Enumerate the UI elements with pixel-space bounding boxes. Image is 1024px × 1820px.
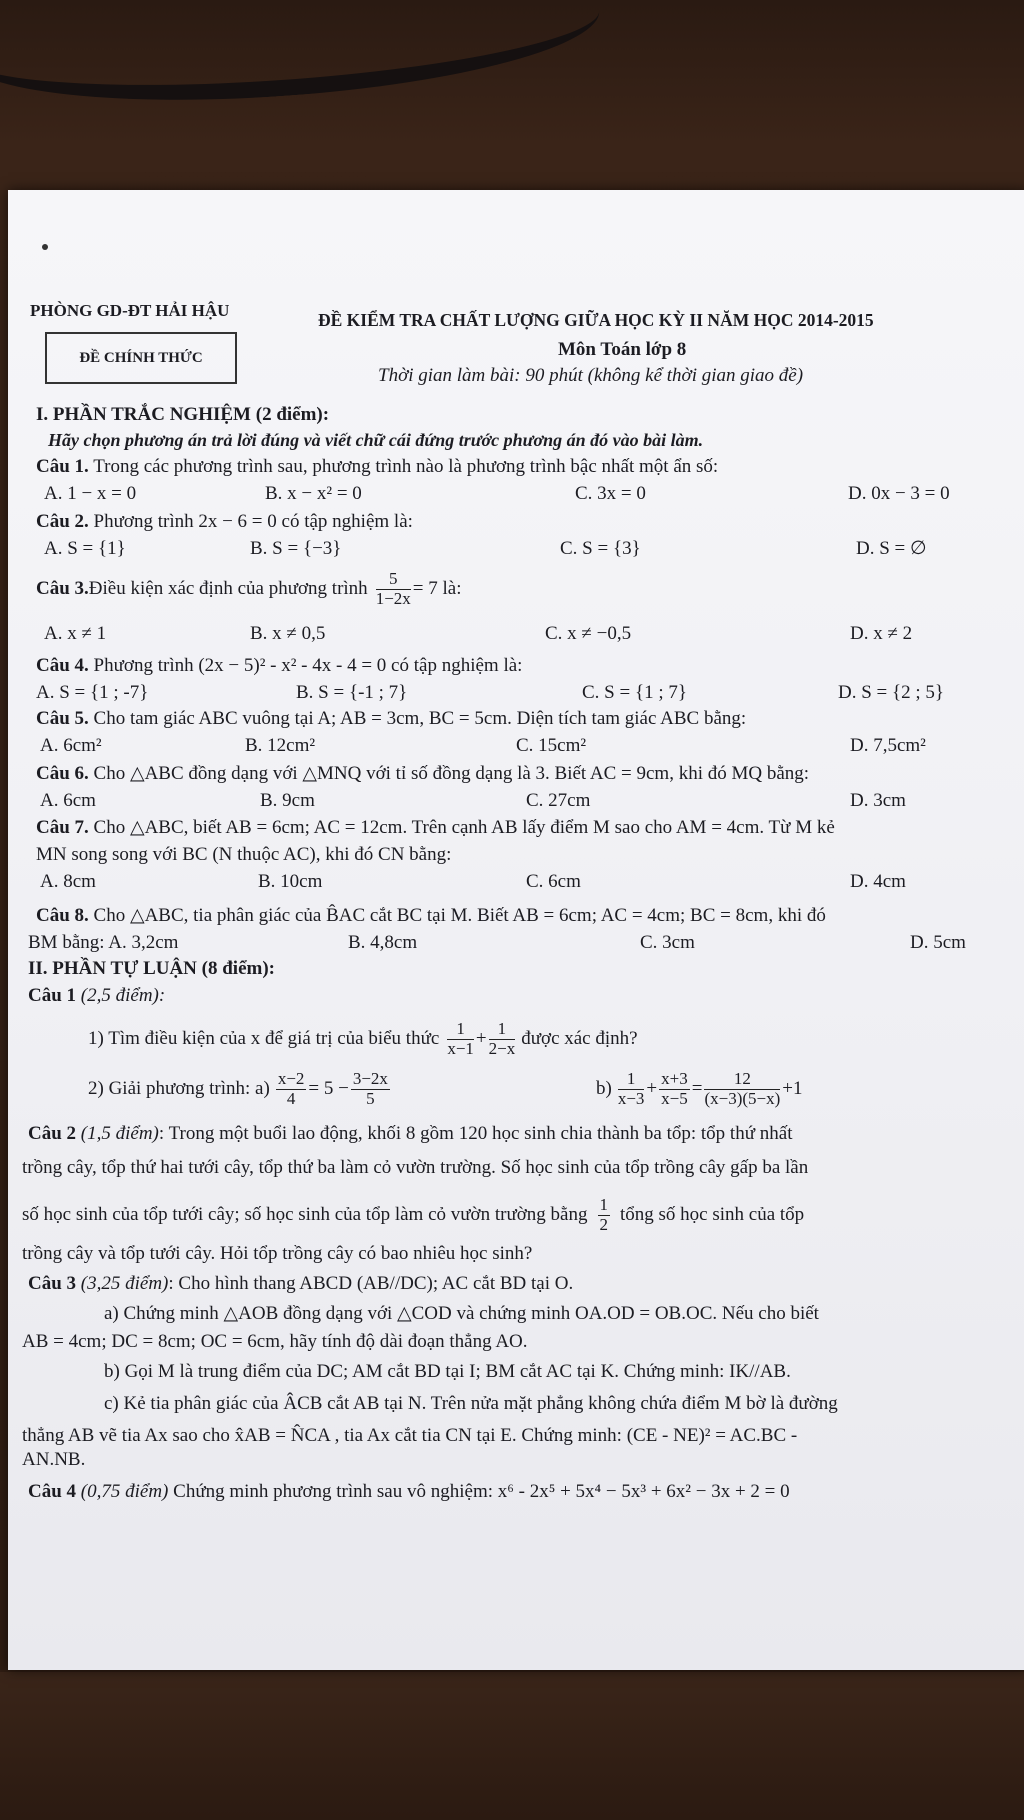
essay-q3-intro: Câu 3 (3,25 điểm): Cho hình thang ABCD (AB//DC); AC cắt BD tại O. (28, 1273, 574, 1294)
q4-option-b: B. S = {-1 ; 7} (296, 682, 408, 703)
q2-option-b: B. S = {−3} (250, 538, 342, 559)
q1-option-a: A. 1 − x = 0 (44, 483, 137, 504)
q3-stem: Câu 3. Điều kiện xác định của phương trình $\frac{5}{1-2x}$ = 7 là: (36, 569, 462, 608)
q5-option-d: D. 7,5cm² (850, 735, 926, 756)
essay-q3c-line3: AN.NB. (22, 1449, 86, 1470)
q6-option-c: C. 27cm (526, 790, 591, 811)
q8-stem: Câu 8. Cho △ABC, tia phân giác của B̂AC cắt BC tại M. Biết AB = 6cm; AC = 4cm; BC = 8cm, khi đó (36, 905, 826, 926)
exam-time: Thời gian làm bài: 90 phút (không kể thời gian giao đề) (378, 365, 804, 386)
q8-option-a: BM bằng: A. 3,2cm (28, 932, 179, 953)
q2-option-d: D. S = ∅ (856, 538, 927, 559)
q1-option-b: B. x − x² = 0 (265, 483, 362, 504)
ink-dot (42, 244, 48, 250)
q4-option-c: C. S = {1 ; 7} (582, 682, 687, 703)
q2-option-c: C. S = {3} (560, 538, 641, 559)
q4-option-d: D. S = {2 ; 5} (838, 682, 945, 703)
essay-q3b: b) Gọi M là trung điểm của DC; AM cắt BD tại I; BM cắt AC tại K. Chứng minh: IK//AB. (104, 1361, 791, 1382)
q5-option-c: C. 15cm² (516, 735, 587, 756)
cable (0, 0, 604, 118)
essay-q2-line4: trồng cây và tổp tưới cây. Hỏi tổp trồng cây có bao nhiêu học sinh? (22, 1243, 533, 1264)
q5-stem: Câu 5. Cho tam giác ABC vuông tại A; AB = 3cm, BC = 5cm. Diện tích tam giác ABC bằng: (36, 708, 747, 729)
q3-fraction: $\frac{5}{1-2x}$ (375, 569, 411, 608)
q7-option-b: B. 10cm (258, 871, 323, 892)
essay-q1-part2a: 2) Giải phương trình: a) $\frac{x-2}{4}$ = 5 − $\frac{3-2x}{5}$ (88, 1069, 388, 1108)
q3-option-a: A. x ≠ 1 (44, 623, 107, 644)
q3-option-b: B. x ≠ 0,5 (250, 623, 326, 644)
q6-option-b: B. 9cm (260, 790, 315, 811)
q6-option-a: A. 6cm (40, 790, 96, 811)
q2-stem: Câu 2. Phương trình 2x − 6 = 0 có tập nghiệm là: (36, 511, 413, 532)
essay-q2-line2: trồng cây, tổp thứ hai tưới cây, tổp thứ ba làm cỏ vườn trường. Số học sinh của tổp trồng cây gấp ba lần (22, 1157, 809, 1178)
q4-option-a: A. S = {1 ; -7} (36, 682, 149, 703)
q5-option-a: A. 6cm² (40, 735, 102, 756)
q8-option-d: D. 5cm (910, 932, 966, 953)
q1-stem: Câu 1. Trong các phương trình sau, phương trình nào là phương trình bậc nhất một ẩn số: (36, 456, 719, 477)
essay-q1-heading: Câu 1 (2,5 điểm): (28, 985, 166, 1006)
official-stamp: ĐỀ CHÍNH THỨC (45, 332, 237, 384)
essay-q4: Câu 4 (0,75 điểm) Chứng minh phương trình sau vô nghiệm: x⁶ - 2x⁵ + 5x⁴ − 5x³ + 6x² − 3x + 2 = 0 (28, 1481, 790, 1502)
q2-option-a: A. S = {1} (44, 538, 126, 559)
q5-option-b: B. 12cm² (245, 735, 316, 756)
part2-title: II. PHẦN TỰ LUẬN (8 điểm): (28, 958, 275, 979)
q3-option-c: C. x ≠ −0,5 (545, 623, 632, 644)
school-name: PHÒNG GD-ĐT HẢI HẬU (30, 301, 230, 320)
q7-stem: Câu 7. Cho △ABC, biết AB = 6cm; AC = 12cm. Trên cạnh AB lấy điểm M sao cho AM = 4cm. Từ M kẻ (36, 817, 835, 838)
part1-title: I. PHẦN TRẮC NGHIỆM (2 điểm): (36, 404, 330, 425)
q6-option-d: D. 3cm (850, 790, 906, 811)
exam-title: ĐỀ KIỂM TRA CHẤT LƯỢNG GIỮA HỌC KỲ II NĂM HỌC 2014-2015 (318, 310, 874, 330)
q8-option-b: B. 4,8cm (348, 932, 418, 953)
q1-option-c: C. 3x = 0 (575, 483, 646, 504)
essay-q3a-line2: AB = 4cm; DC = 8cm; OC = 6cm, hãy tính độ dài đoạn thẳng AO. (22, 1331, 528, 1352)
essay-q2-line1: Câu 2 (1,5 điểm): Trong một buổi lao động, khối 8 gồm 120 học sinh chia thành ba tổp: tổp thứ nhất (28, 1123, 793, 1144)
essay-q2-line3: số học sinh của tổp tưới cây; số học sinh của tổp làm cỏ vườn trường bằng $\frac{1}{2}$ tổng số học sinh của tổp (22, 1195, 805, 1234)
essay-q1-part2b: b) $\frac{1}{x-3}$ + $\frac{x+3}{x-5}$ = $\frac{12}{(x-3)(5-x)}$ +1 (596, 1069, 803, 1108)
table-surface (0, 1672, 1024, 1820)
q7-option-c: C. 6cm (526, 871, 581, 892)
q8-option-c: C. 3cm (640, 932, 695, 953)
q4-stem: Câu 4. Phương trình (2x − 5)² - x² - 4x - 4 = 0 có tập nghiệm là: (36, 655, 523, 676)
q6-stem: Câu 6. Cho △ABC đồng dạng với △MNQ với tỉ số đồng dạng là 3. Biết AC = 9cm, khi đó MQ bằng: (36, 763, 810, 784)
essay-q3a-line1: a) Chứng minh △AOB đồng dạng với △COD và chứng minh OA.OD = OB.OC. Nếu cho biết (104, 1303, 819, 1324)
q7-option-d: D. 4cm (850, 871, 906, 892)
q7-option-a: A. 8cm (40, 871, 96, 892)
essay-q1-part1: 1) Tìm điều kiện của x để giá trị của biểu thức $\frac{1}{x-1}$ + $\frac{1}{2-x}$ được xác định? (88, 1019, 638, 1058)
part1-instruction: Hãy chọn phương án trả lời đúng và viết chữ cái đứng trước phương án đó vào bài làm. (48, 430, 704, 450)
essay-q3c-line1: c) Kẻ tia phân giác của ÂCB cắt AB tại N. Trên nửa mặt phẳng không chứa điểm M bờ là đường (104, 1393, 838, 1414)
q3-option-d: D. x ≠ 2 (850, 623, 913, 644)
subject: Môn Toán lớp 8 (558, 339, 687, 360)
q1-option-d: D. 0x − 3 = 0 (848, 483, 950, 504)
essay-q3c-line2: thẳng AB vẽ tia Ax sao cho x̂AB = N̂CA , tia Ax cắt tia CN tại E. Chứng minh: (CE - NE)² = AC.BC - (22, 1425, 798, 1446)
q7-stem-cont: MN song song với BC (N thuộc AC), khi đó CN bằng: (36, 844, 452, 865)
